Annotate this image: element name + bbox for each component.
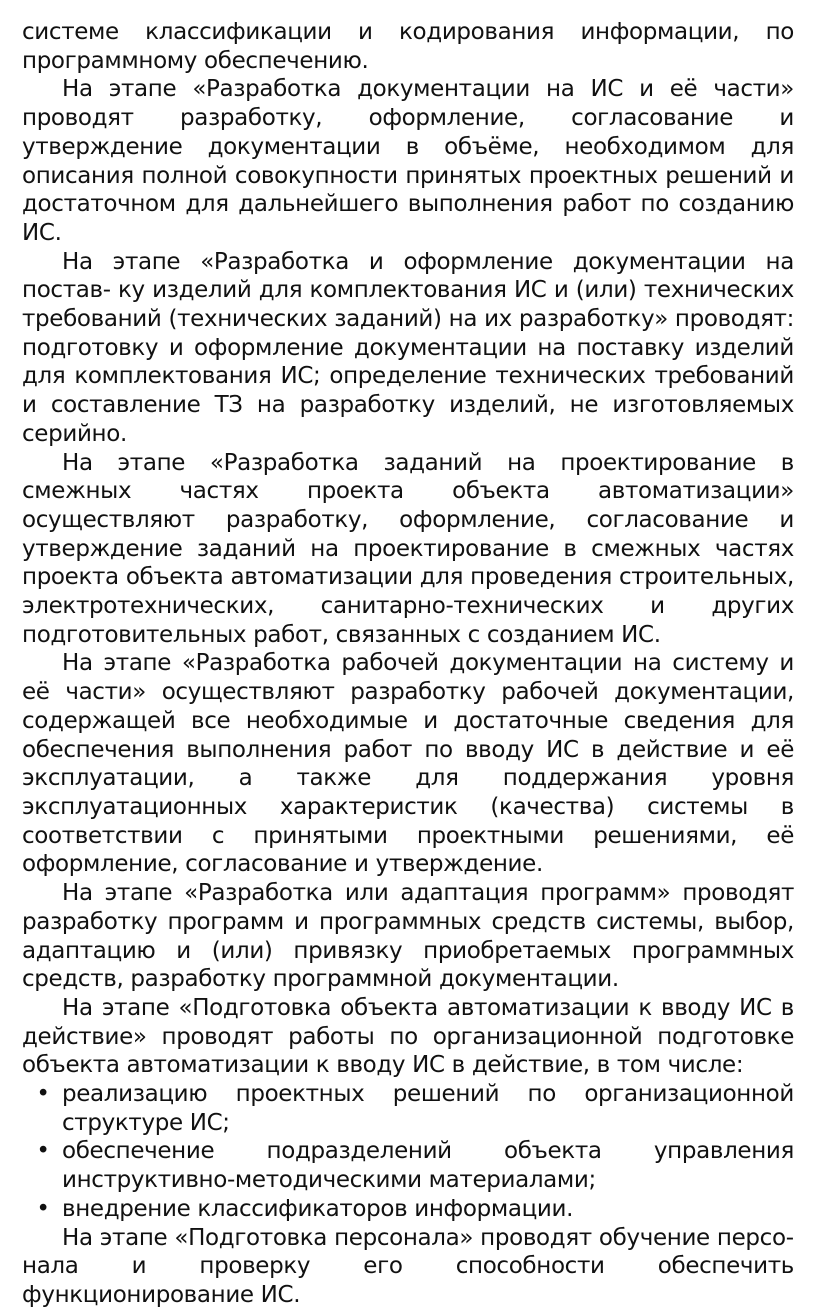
list-item-text: внедрение классификаторов информации. (62, 1195, 574, 1222)
paragraph-personnel-stage: На этапе «Подготовка персонала» проводят обучение персонала и проверку его способности обеспечить функционирование ИС. (22, 1224, 794, 1308)
paragraph-program-adaptation-stage: На этапе «Разработка или адаптация программ» проводят разработку программ и программных средств системы, выбор, адаптацию и (или) привязку приобретаемых программных средств, разработку программной документации. (22, 880, 794, 993)
list-item (22, 1080, 794, 1137)
list-item-text: реализацию проектных решений по организационной структуре ИС; (62, 1081, 794, 1136)
bullet-icon: • (36, 1138, 50, 1165)
document-page (22, 18, 794, 1310)
list-item (22, 1195, 794, 1224)
paragraph-object-preparation-stage: На этапе «Подготовка объекта автоматизации к вводу ИС в действие» проводят работы по организационной подготовке объекта автоматизации к вводу ИС в действие, в том числе: (22, 994, 794, 1079)
bullet-icon: • (36, 1195, 50, 1222)
paragraph-adjacent-parts-stage: На этапе «Разработка заданий на проектирование в смежных частях проекта объекта автоматизации» осуществляют разработку, оформление, согласование и утверждение заданий на проектирование в смежных частях проекта объекта автоматизации для проведения строительных, электротехнических, санитарно-технических и других подготовительных работ, связанных с созданием ИС. (22, 449, 794, 648)
paragraph-supply-documentation-stage: На этапе «Разработка и оформление документации на постав- ку изделий для комплектования ИС и (или) технических требований (технических заданий) на их разработку» проводят: подготовку и оформление документации на поставку изделий для комплектования ИС; определение технических требований и составление ТЗ на разработку изделий, не изготовляемых серийно. (22, 248, 794, 447)
bullet-icon: • (36, 1081, 50, 1108)
list-item (22, 1137, 794, 1194)
bullet-list (22, 1080, 794, 1224)
paragraph-working-documentation-stage: На этапе «Разработка рабочей документации на систему и её части» осуществляют разработку рабочей документации, содержащей все необходимые и достаточные сведения для обеспечения выполнения работ по вводу ИС в действие и её эксплуатации, а также для поддержания уровня эксплуатационных характеристик (качества) системы в соответствии с принятыми проектными решениями, её оформление, согласование и утверждение. (22, 650, 794, 878)
paragraph-documentation-stage: На этапе «Разработка документации на ИС и её части» проводят разработку, оформление, согласование и утверждение документации в объёме, необходимом для описания полной совокупности принятых проектных решений и достаточном для дальнейшего выполнения работ по созданию ИС. (22, 76, 794, 246)
list-item-text: обеспечение подразделений объекта управления инструктивно-методическими материалами; (62, 1138, 794, 1194)
paragraph-continuation: системе классификации и кодирования информации, по программному обеспечению. (22, 19, 794, 74)
